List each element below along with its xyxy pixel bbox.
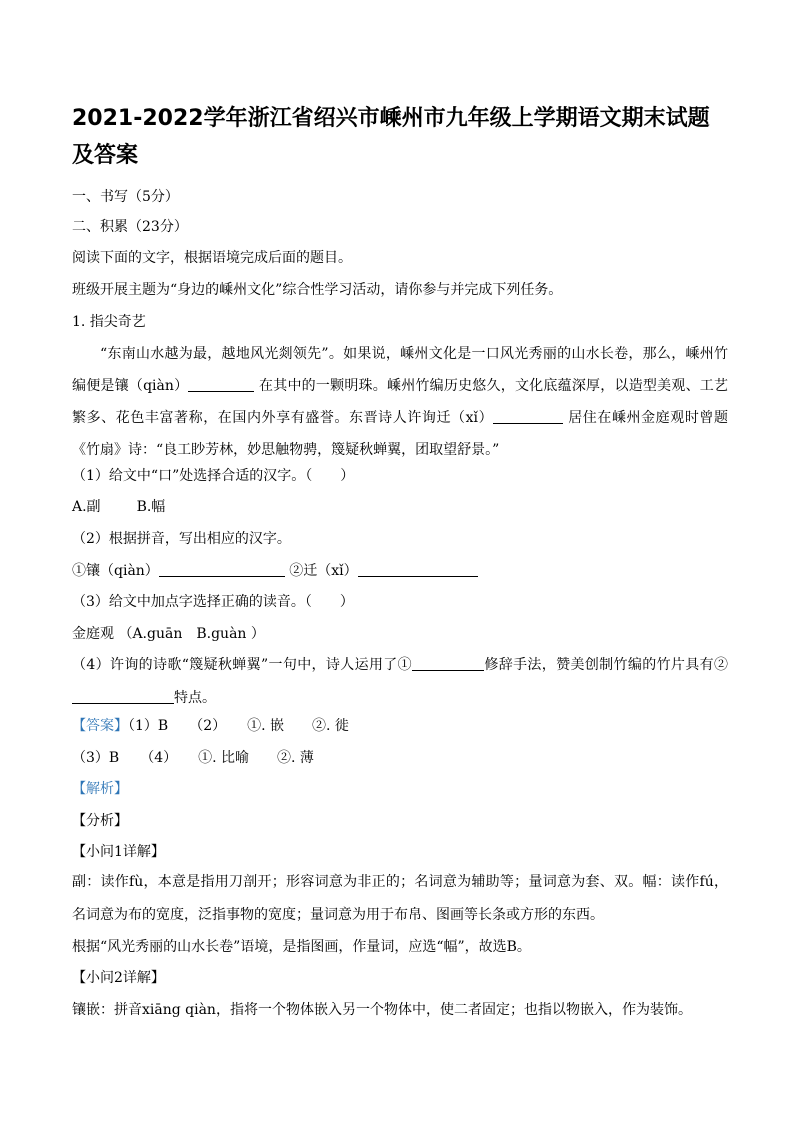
answer-blank: [412, 656, 484, 671]
question-3-options: 金庭观 （A.guān B.guàn ）: [72, 626, 265, 642]
answer-blank: [72, 689, 174, 704]
answer-line-1: [72, 716, 349, 736]
question-2: （2）根据拼音，写出相应的汉字。: [72, 531, 291, 547]
fenxi-tag: 【分析】: [72, 813, 128, 829]
question-1-options: [72, 497, 165, 517]
question-1: （1）给文中“口”处选择合适的汉字。（ ）: [72, 468, 355, 484]
q4-part-3: 特点。: [174, 690, 216, 706]
option-a: A.副: [72, 499, 101, 515]
section-writing: 一、书写（5分）: [72, 189, 179, 205]
q4-part-2: 修辞手法，赞美创制竹编的竹片具有②: [484, 657, 728, 673]
sub-question-1-tag: 【小问1详解】: [72, 844, 165, 860]
activity-instruction: 班级开展主题为“身边的嵊州文化”综合性学习活动，请你参与并完成下列任务。: [72, 282, 563, 298]
answer-blank: [188, 377, 254, 392]
answer-blank: [358, 562, 478, 577]
answer-blank: [159, 562, 285, 577]
sub-question-2-text: 镶嵌：拼音xiāng qiàn，指将一个物体嵌入另一个物体中，使二者固定；也指以物嵌入，作为装饰。: [72, 1002, 692, 1018]
q2-item-a: ①镶（qiàn）: [72, 563, 159, 579]
question-2-blanks: [72, 561, 478, 581]
analysis-tag: 【解析】: [72, 781, 128, 797]
answer-line-2: （3）B （4） ①. 比喻 ②. 薄: [72, 750, 314, 766]
reading-instruction: 阅读下面的文字，根据语境完成后面的题目。: [72, 250, 352, 266]
section-accumulation: 二、积累（23分）: [72, 219, 188, 235]
task-title: 1. 指尖奇艺: [72, 314, 146, 330]
option-b: B.幅: [136, 499, 166, 515]
passage-part-2: 在其中的一颗明珠。嵊州竹编历史悠久，文化底蕴深厚，以造型美观、工艺繁多、花色丰富著称，在国内外享有盛誉。东晋诗人许询迁（xǐ）: [72, 378, 729, 426]
answer-tag: 【答案】: [72, 718, 128, 734]
passage-part-1: “东南山水越为最，越地风光剡领先”。如果说，嵊州文化是一口风光秀丽的山水长卷，那么，嵊州竹编便是镶（qiàn）: [72, 346, 728, 394]
sub-question-1-conclusion: 根据“风光秀丽的山水长卷”语境，是指图画，作量词，应选“幅”，故选B。: [72, 939, 531, 955]
answer-blank: [493, 409, 563, 424]
document-title: 2021-2022学年浙江省绍兴市嵊州市九年级上学期语文期末试题及答案: [72, 106, 710, 168]
question-3: （3）给文中加点字选择正确的读音。（ ）: [72, 594, 354, 610]
q4-part-1: （4）许询的诗歌“篾疑秋蝉翼”一句中，诗人运用了①: [72, 657, 413, 673]
answer-text-1: （1）B （2） ①. 嵌 ②. 徙: [128, 718, 349, 734]
passage-part-3: 居住在嵊州金庭观时曾题《竹扇》诗：“良工眇芳林，妙思触物骋，篾疑秋蝉翼，团取望舒景。”: [72, 410, 728, 458]
sub-question-2-tag: 【小问2详解】: [72, 970, 165, 986]
sub-question-1-text: 副：读作fù，本意是指用刀剖开；形容词意为非正的；名词意为辅助等；量词意为套、双。幅：读作fú，名词意为布的宽度，泛指事物的宽度；量词意为用于布帛、图画等长条或方形的东西。: [72, 874, 728, 923]
passage-paragraph: [72, 338, 728, 466]
question-4: [72, 649, 728, 715]
q2-item-b: ②迁（xǐ）: [289, 563, 358, 579]
